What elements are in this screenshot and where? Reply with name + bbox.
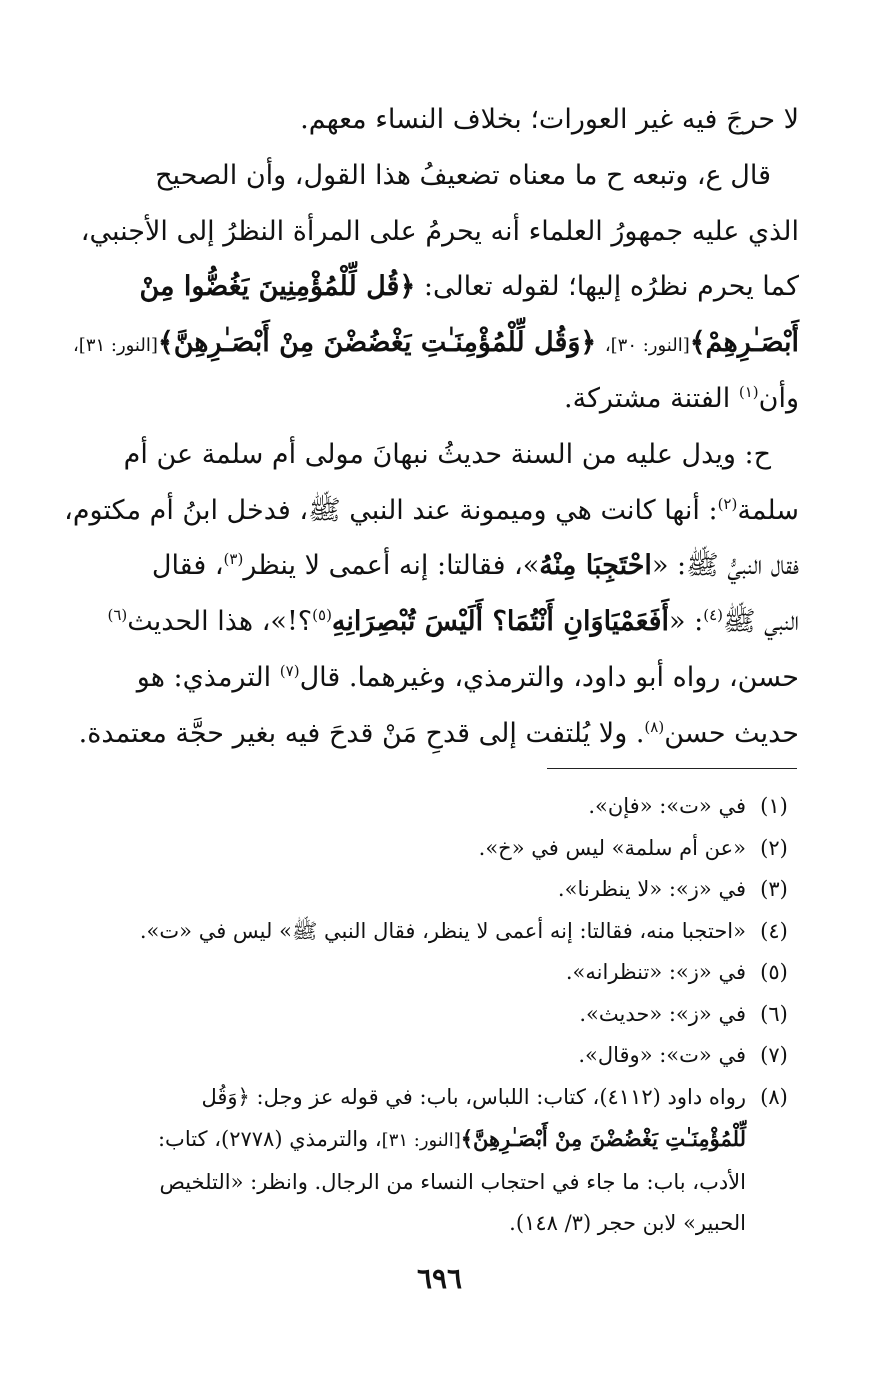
page-number: ٦٩٦ (416, 1262, 463, 1295)
footnote-text: في «ت»: «وقال». (578, 1043, 746, 1067)
footnote-marker[interactable]: (٦) (107, 606, 128, 625)
footnote-number: (٧) (760, 1043, 788, 1067)
text-segment: وأن (758, 382, 799, 414)
footnote (82, 911, 802, 953)
text-segment: الذي عليه جمهورُ العلماء أنه يحرمُ على المرأة النظرُ إلى الأجنبي، (80, 215, 799, 247)
text-line (95, 148, 799, 204)
footnotes (82, 786, 802, 1245)
text-segment: ، والترمذي (٢٧٧٨)، كتاب: (157, 1127, 382, 1151)
main-text (64, 92, 799, 762)
verse-reference: [النور: ٣١]، (72, 335, 158, 357)
text-line (78, 706, 799, 762)
footnote-text: في «ز»: «حديث». (579, 1001, 746, 1026)
footnote-marker[interactable]: (٣) (223, 550, 244, 569)
hadith-quote: احْتَجِبَا مِنْهُ (539, 550, 652, 582)
footnote-text: «احتجبا منه، فقالتا: إنه أعمى لا ينظر، فقال النبي ﷺ» ليس في «ت». (139, 918, 746, 943)
footnote-marker[interactable]: (٢) (717, 494, 738, 513)
quran-verse: ﴿قُل لِّلْمُؤْمِنِينَ يَغُضُّوا مِنْ (139, 271, 416, 303)
text-segment: . ولا يُلتفت إلى قدحِ مَنْ قدحَ فيه بغير حجَّة معتمدة. (78, 717, 645, 749)
footnote-line (82, 1118, 746, 1162)
text-line (95, 259, 799, 315)
quran-verse: ﴿وَقُل لِّلْمُؤْمِنَـٰتِ يَغْضُضْنَ مِنْ أَبْصَـٰرِهِنَّ﴾ (157, 327, 597, 359)
text-segment: : أنها كانت هي وميمونة عند النبي ﷺ، فدخل ابنُ أم مكتوم، (64, 494, 718, 526)
text-line (95, 427, 799, 483)
text-segment: كما يحرم نظرُه إليها؛ لقوله تعالى: (423, 271, 799, 303)
footnote-line: الأدب، باب: ما جاء في احتجاب النساء من الرجال. وانظر: «التلخيص (159, 1169, 746, 1194)
footnote (82, 786, 802, 828)
text-segment: النبي ﷺ (722, 606, 799, 638)
text-segment: ح: ويدل عليه من السنة حديثُ نبهانَ مولى أم سلمة عن أم (123, 438, 771, 470)
footnote-number: (٤) (760, 918, 788, 943)
hadith-quote: أَفَعَمْيَاوَانِ أَنْتُمَا؟ أَلَيْسَ تُبْصِرَانِهِ (331, 606, 669, 638)
text-line (72, 315, 799, 371)
footnote-number: (٣) (760, 877, 788, 901)
footnote-separator (547, 768, 797, 769)
footnote-line: الحبير» لابن حجر (٣/ ١٤٨). (509, 1211, 746, 1235)
text-segment: لا حرجَ فيه غير العورات؛ بخلاف النساء معهم. (300, 104, 799, 135)
footnote-number: (٢) (760, 835, 788, 860)
text-segment: ؟!»، هذا الحديث (127, 606, 313, 638)
footnote-number: (٥) (760, 960, 788, 984)
text-line (95, 371, 799, 427)
text-segment: »، فقالتا: إنه أعمى لا ينظر (243, 550, 540, 582)
footnote-marker[interactable]: (١) (738, 382, 759, 401)
quran-verse: أَبْصَـٰرِهِمْ﴾ (689, 327, 799, 359)
text-line (80, 204, 799, 260)
footnote (82, 994, 802, 1036)
footnote (82, 869, 802, 911)
text-segment: الترمذي: هو (136, 661, 280, 693)
footnote-marker[interactable]: (٥) (312, 606, 332, 625)
text-segment: : « (669, 606, 704, 638)
footnote-marker[interactable]: (٨) (644, 717, 665, 736)
verse-reference: [النور: ٣٠]، (604, 335, 690, 357)
quran-verse: لِّلْمُؤْمِنَـٰتِ يَغْضُضْنَ مِنْ أَبْصَـٰرِهِنَّ﴾ (460, 1126, 746, 1151)
text-segment: قال ع، وتبعه ح ما معناه تضعيفُ هذا القول، وأن الصحيح (155, 159, 771, 191)
footnote-text: في «ز»: «تنظرانه». (565, 960, 746, 984)
footnote-marker[interactable]: (٤) (703, 606, 723, 625)
text-segment: سلمة (737, 494, 799, 526)
text-segment: فقال النبيُّ ﷺ: « (651, 550, 799, 582)
footnote-number: (١) (760, 794, 788, 818)
footnote-number: (٨) (760, 1084, 788, 1109)
footnote-text: في «ز»: «لا ينظرنا». (557, 877, 746, 901)
footnote (82, 828, 802, 870)
text-line (95, 650, 799, 706)
footnote-number: (٦) (760, 1001, 788, 1026)
footnote (82, 1077, 802, 1245)
footnote (82, 952, 802, 994)
footnote-text (82, 1077, 746, 1245)
text-line (95, 92, 799, 148)
text-line (95, 594, 799, 650)
text-segment: ، فقال (151, 550, 224, 582)
footnote-line: رواه داود (٤١١٢)، كتاب: اللباس، باب: في قوله عز وجل: ﴿وَقُل (201, 1084, 746, 1109)
verse-reference: [النور: ٣١] (381, 1130, 461, 1151)
text-segment: حسن، رواه أبو داود، والترمذي، وغيرهما. قال (299, 661, 799, 693)
text-segment: حديث حسن (664, 717, 799, 749)
text-line (64, 483, 799, 539)
footnote (82, 1035, 802, 1077)
text-line (95, 538, 799, 594)
footnote-text: في «ت»: «فإن». (588, 794, 746, 818)
text-segment: الفتنة مشتركة. (564, 382, 739, 414)
footnote-marker[interactable]: (٧) (279, 661, 300, 680)
footnote-text: «عن أم سلمة» ليس في «خ». (478, 835, 746, 860)
